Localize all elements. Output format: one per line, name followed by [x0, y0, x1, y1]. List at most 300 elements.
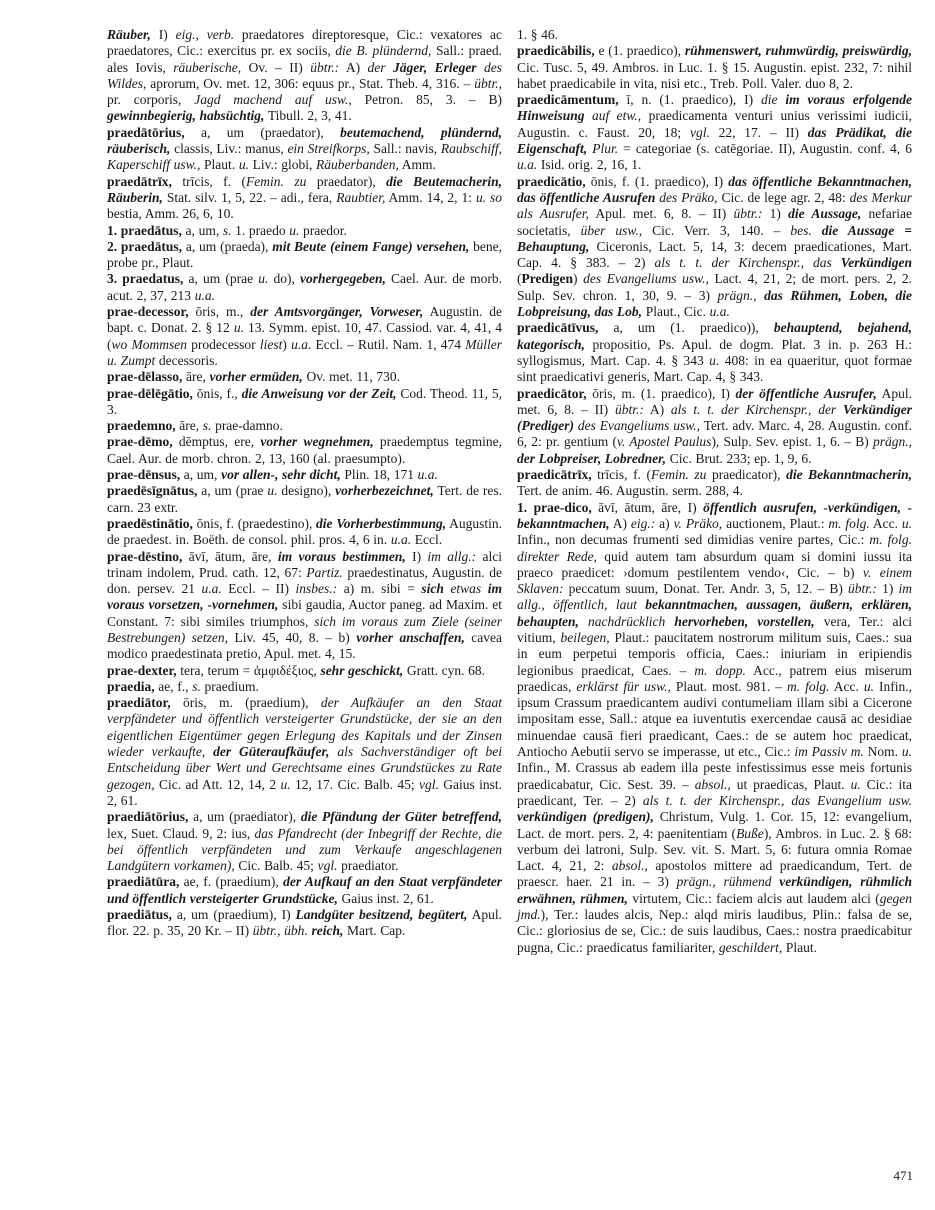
text-segment: prägn.,	[717, 287, 757, 303]
text-segment: a, um (prae	[183, 271, 259, 287]
dictionary-entry	[517, 43, 912, 92]
text-segment: Raubtier,	[336, 189, 386, 205]
text-segment: prae-damno.	[211, 418, 283, 434]
text-segment: 1. prae-dico,	[517, 499, 592, 515]
text-segment: öffentlich ausrufen, -verkündigen, -bekanntmachen,	[517, 499, 912, 531]
text-segment: Plaut., Cic.	[642, 304, 710, 320]
text-segment: Cael. Aur. de morb. acut. 2, 37, 213	[107, 271, 502, 303]
text-segment: Gratt. cyn. 68.	[403, 662, 486, 678]
text-segment: praedātōrius,	[107, 124, 185, 140]
text-segment: ōnis, f. (1. praedico), I)	[585, 173, 729, 189]
text-segment: āre,	[175, 418, 203, 434]
text-segment: behauptend, bejahend, kategorisch,	[517, 320, 913, 352]
text-segment: Eccl. – II)	[221, 581, 296, 597]
text-segment: eig.	[175, 27, 196, 42]
text-segment: āvī, ātum, āre,	[182, 548, 278, 564]
text-segment: Räuberbanden,	[316, 157, 399, 173]
text-segment: die Pfändung der Güter betreffend,	[300, 809, 502, 825]
text-segment: prae-dēlasso,	[107, 369, 183, 385]
text-segment: der Amtsvorgänger, Vorweser,	[250, 304, 424, 320]
text-segment: Plaut.: paucitatem nostrorum militum suis, Caes.: sua in eum perpetui temporis officia, Caes.: iniuriam in eripiendis legionibus praedicat, Caes. –	[517, 629, 912, 678]
text-segment: im voraus erfolgende Hinweisung	[517, 92, 913, 124]
text-segment: Gaius inst. 2, 61.	[337, 890, 434, 906]
text-segment: Femin. zu	[246, 173, 307, 189]
text-segment: m. folg.	[787, 678, 830, 694]
text-segment: 1. praedo	[231, 222, 290, 238]
text-segment: Buße	[736, 825, 764, 841]
text-segment: ōnis, f.,	[192, 385, 242, 401]
text-segment: Christum, Vulg. 1. Cor. 15, 12: evangelium, Lact. de mort. pers. 2, 4: paenitentiam (	[517, 809, 913, 841]
dictionary-entry	[107, 663, 502, 679]
text-segment: s.	[192, 678, 201, 694]
text-segment: u.a.	[390, 532, 412, 548]
text-segment: Verkündiger (Prediger)	[517, 401, 912, 434]
text-segment: liest	[259, 336, 283, 352]
text-segment: Cic. ad Att. 12, 14, 2	[159, 776, 281, 792]
text-segment: praedicātrīx,	[517, 467, 592, 483]
text-segment: m. folg. direkter Rede,	[517, 532, 912, 564]
text-segment: Cic. Verr. 3, 140. –	[642, 222, 791, 238]
text-segment: verkündigen, rühmlich erwähnen, rühmen,	[517, 874, 913, 906]
text-segment: Liv. 45, 40, 8. – b)	[228, 629, 357, 645]
text-segment: v. einem Sklaven:	[517, 564, 912, 597]
text-segment: Acc.	[869, 515, 902, 531]
text-segment: Cic. Balb. 45;	[234, 858, 318, 874]
text-segment: die Aussage = Behauptung,	[517, 222, 912, 254]
text-segment: praedemptus tegmine, Cael. Aur. de morb. chron. 2, 13, 160 (al. praesumpto).	[107, 434, 502, 466]
text-segment: im allg., öffentlich, laut	[517, 581, 912, 613]
text-segment: prae-dēlēgātio,	[107, 385, 193, 401]
text-segment: apostolos mittere ad praedicandum, Tert. de praescr. haer. 21 in. – 3)	[517, 858, 912, 890]
text-segment: s.	[202, 418, 212, 434]
text-segment: prae-decessor,	[107, 304, 189, 320]
text-segment: als t. t. der Kirchenspr., das Evangelium usw.	[642, 792, 913, 808]
text-segment: ōris, m.,	[188, 304, 251, 320]
text-segment: als Sachverständiger oft bei Entscheidung über Wert und Gerechtsame eines Grundstückes zu Rate gezogen,	[107, 744, 502, 792]
text-segment: Raubschiff, Kaperschiff usw.,	[107, 141, 502, 173]
text-segment: vgl.	[418, 776, 439, 792]
text-segment: dēmptus, ere,	[172, 434, 261, 450]
text-segment: über usw.,	[580, 222, 643, 238]
dictionary-entry	[517, 386, 912, 467]
text-segment: mit Beute (einem Fange) versehen,	[272, 238, 470, 254]
text-segment: ōris, m. (praedium),	[170, 695, 321, 711]
dictionary-entry	[517, 320, 912, 385]
text-segment: vorher ermüden,	[209, 369, 303, 385]
text-segment: āvī, ātum, āre, I)	[591, 499, 704, 515]
text-segment: quid autem tam absurdum quam si domini iussu ita praeco praedicet: ›domum pestilentem vendo‹, Cic. – b)	[517, 548, 913, 580]
text-segment: praedium.	[200, 678, 259, 694]
text-segment: nachdrücklich	[588, 613, 675, 629]
text-segment: = categoriae (s. catēgoriae. II), Augustin. conf. 4, 6	[618, 141, 912, 157]
text-segment: Ov. – II)	[241, 59, 311, 75]
page-number: 471	[893, 1168, 913, 1183]
text-segment: ), Ter.: laudes alcis, Nep.: alqd miris laudibus, Plin.: falsa de se, Cic.: gloriosius de se, Cic.: de suis laudibus, Caes.: nostra praedicabitur pugna, Cic.: praedicatus familiariter,	[517, 907, 912, 955]
text-segment: vor allen-, sehr dicht,	[221, 467, 341, 483]
text-segment: bestia, Amm. 26, 6, 10.	[107, 206, 234, 222]
text-segment: Plaut. most. 981. –	[670, 678, 787, 694]
text-segment: geschildert,	[718, 939, 783, 955]
text-segment: Ciceronis, Lact. 5, 14, 3: decem praedicationes, Mart. Cap. 4. § 383. – 2)	[517, 238, 912, 271]
text-segment: Augustin. de praedest. in. Boëth. de consol. phil. pros. 4, 6 in.	[107, 515, 502, 548]
text-segment: u.a.	[517, 157, 538, 173]
right-column	[517, 27, 912, 956]
text-segment: Landgüter besitzend, begütert,	[295, 907, 468, 923]
text-segment: auctionem, Plaut.:	[722, 515, 829, 531]
text-segment: ōris, m. (1. praedico), I)	[586, 385, 736, 401]
text-segment: übtr.:	[733, 206, 763, 222]
dictionary-entry	[107, 271, 502, 304]
text-segment: 1)	[762, 206, 789, 222]
text-segment: u.a.	[709, 304, 730, 320]
text-segment: Liv.: globi,	[248, 157, 317, 173]
text-segment: hervorheben, vorstellen,	[674, 613, 815, 629]
text-segment: e (1. praedico),	[594, 43, 685, 59]
text-segment: Cod. Theod. 11, 5, 3.	[107, 385, 503, 417]
dictionary-entry	[517, 27, 912, 43]
left-column	[107, 27, 502, 940]
dictionary-entry	[107, 483, 502, 516]
dictionary-entry	[107, 125, 502, 174]
text-columns	[107, 27, 912, 956]
text-segment: a, um (praedium), I)	[171, 907, 296, 923]
dictionary-entry	[107, 239, 502, 272]
text-segment: praedicamenta venturi unius verissimi iudicii, Augustin. c. Faust. 20, 18;	[517, 108, 912, 140]
text-segment: übtr.:	[614, 401, 644, 417]
text-segment: u.	[258, 271, 269, 287]
text-segment: A)	[643, 401, 671, 417]
text-segment: ae, f.,	[154, 678, 193, 694]
text-segment: im allg.:	[427, 548, 477, 564]
dictionary-entry	[107, 418, 502, 434]
dictionary-entry	[107, 516, 502, 549]
text-segment: Amm.	[398, 157, 436, 173]
text-segment: u.	[280, 776, 291, 792]
text-segment	[579, 614, 588, 629]
text-segment: absol.,	[694, 776, 731, 792]
text-segment: a, um,	[181, 222, 223, 238]
text-segment: übtr., übh.	[252, 923, 308, 939]
text-segment: räuberische,	[173, 59, 242, 75]
text-segment: als t. t. der Kirchenspr., das	[654, 255, 841, 271]
text-segment: u.a.	[291, 336, 312, 352]
text-segment: ), Ambros. in Luc. 2. § 68: verbum dei latroni, Sulp. Sev. vit. S. Mart. 5, 6: futura omnia Romae Lact. 4, 21, 2:	[517, 825, 912, 874]
text-segment: alci trinam indolem, Prud. cath. 12, 67:	[107, 548, 502, 580]
text-segment: vorhergegeben,	[300, 271, 386, 287]
text-segment: übtr.:	[310, 59, 340, 75]
text-segment: v. Apostel Paulus	[616, 434, 712, 450]
text-segment: a, um (praedator),	[184, 124, 341, 140]
text-segment: Acc., patrem eius miserum praedicas,	[517, 662, 912, 694]
text-segment: a, um (praeda),	[182, 238, 273, 254]
text-segment: 2. praedātus,	[107, 238, 183, 254]
text-segment: die Aussage,	[788, 206, 862, 222]
text-segment: praedestinatus, Augustin. de don. persev. 21	[107, 564, 502, 597]
text-segment: gegen jmd.	[517, 890, 912, 923]
text-segment: trīcis, f. (	[591, 467, 651, 483]
text-segment: die Vorherbestimmung,	[316, 515, 447, 531]
text-segment: u.	[850, 776, 861, 792]
text-segment: u.	[233, 320, 244, 336]
dictionary-entry	[517, 174, 912, 321]
text-segment: praediātor,	[107, 695, 171, 711]
text-segment: bene, probe pr., Plaut.	[107, 238, 502, 271]
text-segment: ,	[195, 27, 207, 42]
text-segment: Cic. de lege agr. 2, 48:	[717, 189, 850, 205]
text-segment: āre,	[182, 369, 210, 385]
text-segment: prägn.,	[872, 434, 912, 450]
text-segment: nefariae societatis,	[517, 206, 912, 238]
text-segment: s.	[222, 222, 232, 238]
text-segment: Jäger, Erleger	[392, 59, 485, 75]
text-segment: ut praedicas, Plaut.	[730, 776, 851, 792]
text-segment: )	[573, 271, 584, 287]
dictionary-entry	[107, 27, 502, 125]
text-segment: 1. § 46.	[517, 27, 559, 42]
text-segment: das Rühmen, Loben, die Lobpreisung, das Lob,	[517, 287, 913, 320]
text-segment: Nom.	[863, 744, 902, 760]
text-segment: sich im voraus zum Ziele (seiner Bestrebungen) setzen,	[107, 613, 502, 645]
text-segment: Tert. adv. Marc. 4, 28. Augustin. conf. 6, 2: pr. gentium (	[517, 418, 912, 450]
text-segment: a, um (praediator),	[188, 809, 301, 825]
text-segment: etwas	[450, 581, 488, 597]
text-segment: praediator.	[337, 858, 399, 874]
text-segment: A)	[339, 59, 368, 75]
text-segment: praedēsīgnātus,	[107, 483, 198, 499]
text-segment: im voraus bestimmen,	[277, 548, 406, 564]
text-segment: die Anweisung vor der Zeit,	[241, 385, 397, 401]
text-segment: Verkündigen	[840, 255, 912, 271]
text-segment: im Passiv m.	[794, 744, 864, 760]
text-segment: a, um,	[180, 467, 222, 483]
text-segment: der Aufkauf an den Staat verpfändeter und öffentlich versteigerter Grundstücke,	[107, 874, 502, 906]
text-segment: insbes.:	[295, 581, 338, 597]
text-segment: prae-dēstino,	[107, 548, 183, 564]
text-segment: des Merkur als Ausrufer,	[517, 189, 912, 222]
text-segment: Femin. zu	[650, 467, 707, 483]
dictionary-entry	[107, 369, 502, 385]
text-segment: prägn., rühmend	[676, 874, 780, 890]
text-segment: u.	[267, 483, 278, 499]
text-segment: classis, Liv.: manus,	[170, 141, 288, 157]
text-segment: Eccl. – Rutil. Nam. 1, 474	[311, 336, 466, 352]
text-segment: bes.	[790, 222, 812, 238]
text-segment: Sall.: navis,	[369, 141, 441, 157]
text-segment: vgl.	[689, 124, 710, 140]
text-segment: 3. praedatus,	[107, 271, 184, 287]
text-segment	[757, 288, 765, 303]
dictionary-entry	[517, 467, 912, 500]
text-segment: im voraus vorsetzen, -vornehmen,	[107, 581, 502, 613]
text-segment: praedatores direptoresque, Cic.: vexatores ac praedatores, Cic.: exercitus pr. ex sociis,	[107, 27, 502, 59]
text-segment: 22, 17. – II)	[709, 124, 808, 140]
dictionary-entry	[107, 549, 502, 663]
text-segment: Apul. flor. 22. p. 35, 20 Kr. – II)	[107, 907, 503, 939]
text-segment: lex, Suet. Claud. 9, 2: ius,	[107, 825, 255, 841]
text-segment: verb.	[206, 27, 235, 42]
text-segment: 13. Symm. epist. 10, 47. Cassiod. var. 4, 41, 4 (	[107, 320, 502, 352]
text-segment: eig.:	[630, 515, 656, 531]
text-segment: Ov. met. 11, 730.	[302, 369, 401, 385]
text-segment: Eccl.	[411, 532, 443, 548]
text-segment: verkündigen (predigen),	[517, 809, 654, 825]
text-segment: a)	[655, 515, 674, 531]
text-segment: a) m. sibi =	[337, 581, 422, 597]
text-segment: vera, Ter.: alci vitium,	[517, 613, 912, 645]
text-segment: Sall.: praed. ales Iovis,	[107, 43, 502, 75]
text-segment: absol.,	[611, 858, 648, 874]
text-segment: Müller u. Zumpt	[107, 336, 503, 368]
text-segment: die Bekanntmacherin,	[786, 467, 913, 483]
text-segment: praedia,	[107, 678, 155, 694]
text-segment	[812, 223, 822, 238]
text-segment: Cic. Brut. 233; ep. 1, 9, 6.	[666, 450, 812, 466]
text-segment: u.a.	[417, 467, 438, 483]
text-segment: übtr.,	[474, 75, 502, 91]
text-segment: praedicator),	[706, 467, 787, 483]
text-segment: virtutem, Cic.: faciem alcis aut laudem alci (	[627, 890, 880, 906]
text-segment: der Güteraufkäufer,	[213, 744, 338, 760]
text-segment: prae-dexter,	[107, 662, 177, 678]
text-segment: Infin., non decumas frumenti sed dimidias venire partes, Cic.:	[517, 532, 870, 548]
text-segment: 408: in ea quaeritur, quot formae sint praedicativi generis, Mart. Cap. 4, § 343.	[517, 352, 912, 385]
text-segment: Infin., ipsum Crassum praedicantem audivi contumeliam illam sibi a Cicerone impositam esse, Sall.: atque ea iuventutis exercendae causā ac desidiae minuendae causā fieri praedicant, Caes.: de se autem hoc praedicat, Antiocho Aebutii servo se imperasse, ut etc., Cic.:	[517, 678, 913, 760]
text-segment: Gaius inst. 2, 61.	[107, 776, 502, 808]
text-segment: Plin. 18, 171	[340, 467, 418, 483]
text-segment: prae-dēmo,	[107, 434, 173, 450]
text-segment: das Prädikat, die Eigenschaft,	[517, 124, 913, 157]
text-segment: peccatum suum, Donat. Ter. Andr. 3, 5, 12. – B)	[563, 581, 849, 597]
text-segment: praediātōrius,	[107, 809, 189, 825]
text-segment: u.	[863, 678, 875, 694]
text-segment: Plur.	[592, 141, 619, 157]
text-segment: praedātrīx,	[107, 173, 172, 189]
text-segment: Tert. de res. carn. 23 extr.	[107, 483, 502, 515]
text-segment: Partiz.	[306, 564, 343, 580]
text-segment: a, um (1. praedico)),	[598, 320, 774, 336]
text-segment: sibi gaudia, Auctor paneg. ad Maxim. et Constant. 7: sibi similes triumphos,	[107, 597, 502, 629]
text-segment: Cic. Tusc. 5, 49. Ambros. in Luc. 1. § 15. Augustin. epist. 232, 7: nihil habet praedicabile in vita, nisi etc., Treb. Poll. Valer. duo 8, 2.	[517, 59, 912, 91]
text-segment: propositio, Ps. Apul. de dogm. Plat. 3 in. p. 263 H.: syllogismus, Mart. Cap. 4. § 343	[517, 336, 912, 368]
text-segment: prodecessor	[186, 336, 260, 352]
text-segment: als t. t. der Kirchenspr., der	[670, 401, 843, 417]
text-segment: ī, n. (1. praedico), I)	[618, 92, 761, 108]
dictionary-entry	[107, 174, 502, 223]
text-segment: ein Streifkorps,	[287, 141, 370, 157]
text-segment: rühmenswert, ruhmwürdig, preiswürdig,	[684, 43, 912, 59]
text-segment: praediātus,	[107, 907, 172, 923]
dictionary-entry	[107, 874, 502, 907]
text-segment: decessoris.	[155, 352, 218, 368]
text-segment: praedemno,	[107, 418, 176, 434]
text-segment: A)	[609, 515, 631, 531]
text-segment: u.	[901, 515, 912, 531]
text-segment: gewinnbegierig, habsüchtig,	[107, 108, 265, 124]
text-segment: Plaut.	[782, 939, 817, 955]
text-segment: beutemachend, plündernd, räuberisch,	[107, 124, 502, 157]
text-segment: des Präko,	[659, 189, 718, 205]
text-segment: pr. corporis,	[107, 92, 195, 108]
text-segment: Lact. 4, 21, 2; de mort. pers. 2, 2. Sulp. Sev. chron. 1, 30, 9. – 3)	[517, 271, 913, 303]
text-segment: m. folg.	[828, 515, 870, 531]
text-segment: Augustin. de bapt. c. Donat. 2. § 12	[107, 304, 503, 336]
text-segment: die	[760, 92, 786, 108]
text-segment: Acc.	[829, 678, 864, 694]
text-segment: Amm. 14, 2, 1:	[385, 189, 476, 205]
text-segment: a, um (prae	[197, 483, 268, 499]
text-segment: der	[367, 59, 393, 75]
text-segment: I)	[150, 27, 176, 42]
text-segment: praedicātor,	[517, 385, 587, 401]
text-segment: der Lobpreiser, Lobredner,	[517, 450, 667, 466]
text-segment: u.	[901, 744, 912, 760]
text-segment: trīcis, f. (	[171, 173, 247, 189]
text-segment: cavea modico praedestinata pretio, Apul. met. 4, 15.	[107, 629, 502, 662]
text-segment: Infin., M. Crassus ab eadem illa peste infestissimus esse meis fortunis praedicabatur, Cic. Sest. 39. –	[517, 760, 912, 792]
text-segment: u.a.	[194, 287, 215, 303]
dictionary-entry	[107, 907, 502, 940]
text-segment: der Aufkäufer an den Staat verpfändeter und öffentlich versteigerter Grundstücke, der sie an den eigentlichen Eigentümer gegen Erlegung des Kapitals und der Zinsen wieder verkaufte,	[107, 695, 502, 760]
text-segment: erklärst für usw.,	[576, 678, 671, 694]
text-segment: Tert. de anim. 46. Augustin. serm. 288, 4.	[517, 483, 743, 499]
dictionary-entry	[107, 679, 502, 695]
text-segment: vorherbezeichnet,	[335, 483, 434, 499]
text-segment: u. so	[475, 189, 503, 205]
dictionary-entry	[107, 434, 502, 467]
text-segment: tera, terum = ἀμφιδέξιος,	[176, 662, 321, 678]
text-segment: do),	[268, 271, 301, 287]
text-segment: reich,	[311, 923, 344, 939]
text-segment: das öffentliche Bekanntmachen, das öffentliche Ausrufen	[517, 173, 912, 205]
text-segment: des Wildes,	[107, 59, 503, 91]
text-segment: u.	[238, 157, 249, 173]
text-segment: praedicātio,	[517, 173, 586, 189]
text-segment: praediātūra,	[107, 874, 180, 890]
text-segment: Räuber,	[107, 27, 151, 42]
text-segment: )	[282, 336, 292, 352]
text-segment: Jagd machend auf usw.,	[194, 92, 352, 108]
dictionary-entry	[107, 386, 502, 419]
text-segment: prae-dēnsus,	[107, 467, 181, 483]
dictionary-entry	[107, 467, 502, 483]
text-segment: praedicātīvus,	[517, 320, 599, 336]
text-segment: aprorum, Ov. met. 12, 306: equus pr., Stat. Theb. 4, 316. –	[146, 75, 475, 91]
text-segment: des Evangeliums usw.,	[577, 418, 701, 434]
text-segment: Plaut.	[200, 157, 239, 173]
text-segment: praedicāmentum,	[517, 92, 619, 108]
text-segment: designo),	[277, 483, 336, 499]
text-segment: Mart. Cap.	[343, 923, 406, 939]
text-segment: vorher wegnehmen,	[260, 434, 374, 450]
text-segment: Petron. 85, 3. – B)	[351, 92, 502, 108]
text-segment: das Pfandrecht (der Inbegriff der Rechte, die bei öffentlich verpfändeten und zum Verkaufe angeschlagenen Landgütern vorkamen),	[107, 825, 502, 874]
text-segment: Cic.: ita praedicant, Ter. – 2)	[517, 776, 912, 808]
text-segment: I)	[405, 548, 428, 564]
text-segment: u.a.	[201, 581, 222, 597]
text-segment: m. dopp.	[694, 662, 746, 678]
text-segment: (	[517, 271, 522, 287]
text-segment: 1)	[876, 581, 899, 597]
text-segment: u.	[289, 222, 300, 238]
dictionary-entry	[517, 92, 912, 173]
text-segment: Isid. orig. 2, 16, 1.	[537, 157, 642, 173]
text-segment: sich	[421, 581, 451, 597]
text-segment: v. Präko,	[673, 515, 723, 531]
text-segment: praedicābilis,	[517, 43, 595, 59]
text-segment: sehr geschickt,	[320, 662, 404, 678]
text-segment: Apul. met. 6, 8. – II)	[588, 206, 734, 222]
text-segment: vgl.	[317, 858, 338, 874]
